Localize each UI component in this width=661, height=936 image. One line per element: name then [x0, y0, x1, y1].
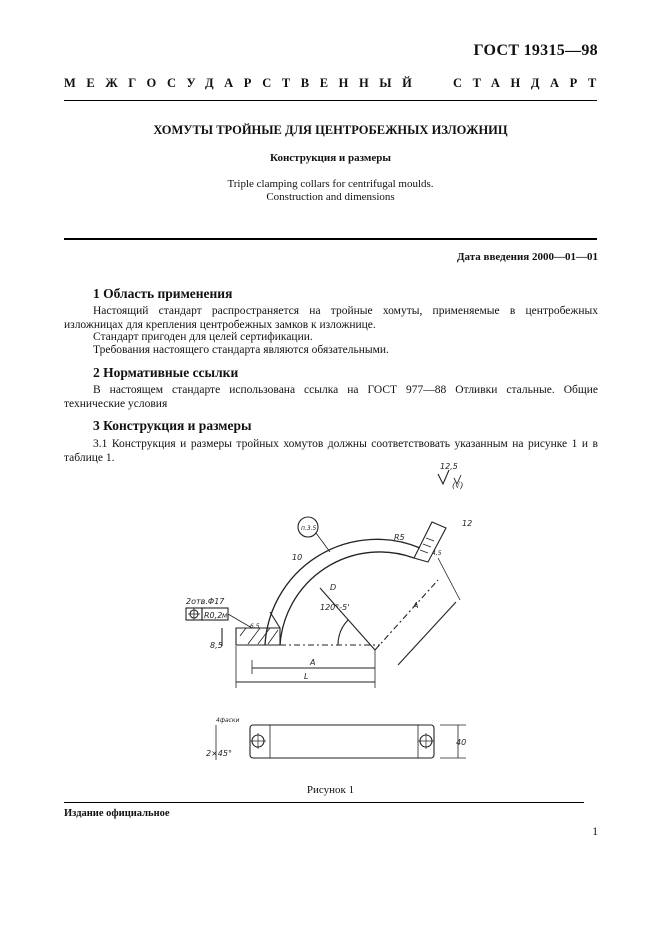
english-title-line2: Construction and dimensions — [266, 191, 395, 203]
d-label: D — [330, 583, 337, 592]
figure-1-drawing — [170, 460, 490, 780]
header-rule — [64, 100, 597, 101]
page-number: 1 — [592, 826, 598, 838]
section-2-heading: 2 Нормативные ссылки — [93, 365, 239, 380]
dia-line — [320, 588, 375, 650]
a-diag-label: A — [413, 601, 419, 610]
clause-label: п.3.5 — [301, 525, 317, 532]
intro-date: Дата введения 2000—01—01 — [456, 251, 598, 263]
wall-label: 10 — [292, 553, 303, 562]
section-1-paragraph-2: Стандарт пригоден для целей сертификации. — [93, 331, 313, 343]
chamfer-note: 4фаски — [216, 717, 240, 724]
holes-label: 2отв.Φ17 — [186, 597, 225, 606]
section-3-paragraph-1: 3.1 Конструкция и размеры тройных хомутов должны соответствовать указанным на рисунке 1 и в таблице 1. — [64, 438, 598, 464]
section-3-heading: 3 Конструкция и размеры — [93, 418, 252, 433]
angle-arc — [338, 620, 348, 645]
collar-outer-arc — [265, 539, 420, 645]
roughness-paren: (√) — [452, 481, 464, 490]
dim-85-label: 8,5 — [210, 641, 223, 650]
plan-view-dims — [216, 725, 466, 760]
standard-number: ГОСТ 19315—98 — [473, 42, 598, 59]
section-2-paragraph-1: В настоящем стандарте использована ссылка на ГОСТ 977—88 Отливки стальные. Общие технические условия — [64, 384, 598, 410]
pos-tolerance-label: R0,2 — [204, 611, 223, 620]
l-label: L — [304, 672, 309, 681]
base-hatch — [240, 628, 278, 644]
collar-inner-arc — [280, 552, 414, 645]
section-1-heading: 1 Область применения — [93, 286, 233, 301]
tolerance-leader — [228, 614, 252, 628]
document-title: ХОМУТЫ ТРОЙНЫЕ ДЛЯ ЦЕНТРОБЕЖНЫХ ИЗЛОЖНИЦ — [153, 123, 508, 137]
angle-label: 120°-5' — [320, 603, 350, 612]
width-12-label: 12 — [462, 519, 473, 528]
interstate-standard-banner — [64, 76, 607, 91]
interstate-word: МЕЖГОСУДАРСТВЕННЫЙ — [64, 76, 423, 90]
dim-45-label: 4,5 — [432, 550, 442, 557]
plan-view-body — [250, 725, 434, 758]
center-line-radial — [375, 580, 438, 650]
section-1-paragraph-3: Требования настоящего стандарта являются обязательными. — [93, 344, 389, 356]
base-fillet — [270, 612, 280, 628]
dim-a-ext — [438, 558, 460, 600]
chamfer-label: 2×45° — [206, 749, 232, 758]
footer-rule — [64, 802, 584, 803]
width-40-label: 40 — [456, 738, 467, 747]
standard-word: СТАНДАРТ — [452, 76, 607, 90]
a-horizontal-label: A — [310, 658, 316, 667]
section-1-paragraph-1: Настоящий стандарт распространяется на тройные хомуты, применяемые в центробежных изложницах для крепления центробежных замков к изложнице. — [64, 305, 598, 331]
figure-caption: Рисунок 1 — [306, 784, 355, 796]
dim-a-diagonal — [398, 602, 456, 665]
title-rule — [64, 238, 597, 240]
r5-label: R5 — [394, 533, 405, 542]
english-title — [0, 178, 661, 204]
english-title-line1: Triple clamping collars for centrifugal moulds. — [227, 178, 434, 190]
m-label: M — [222, 613, 228, 620]
roughness-value: 12,5 — [440, 462, 458, 471]
dim-6-label: 6,5 — [250, 623, 260, 630]
roughness-symbol — [438, 470, 449, 484]
document-subtitle: Конструкция и размеры — [270, 152, 391, 164]
official-edition: Издание официальное — [64, 808, 170, 819]
